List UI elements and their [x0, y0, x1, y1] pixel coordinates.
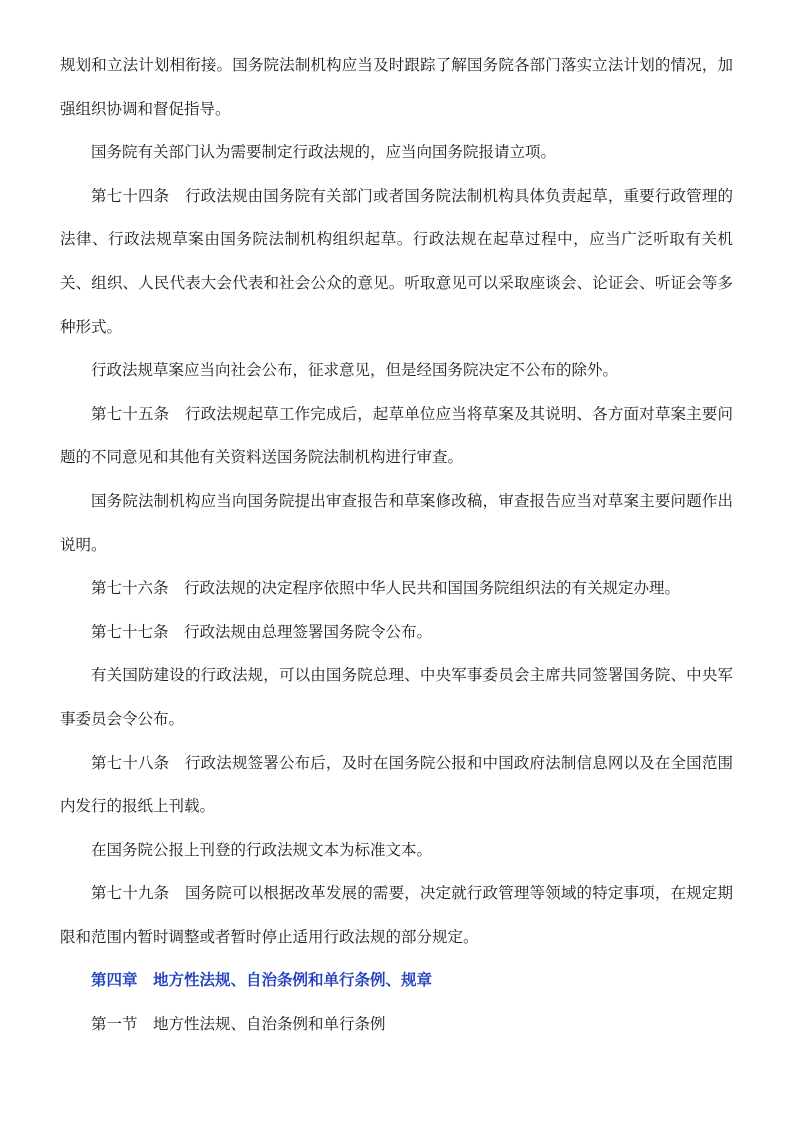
chapter-heading: 第四章 地方性法规、自治条例和单行条例、规章 [91, 971, 433, 990]
paragraph: 在国务院公报上刊登的行政法规文本为标准文本。 [91, 840, 433, 859]
article-79: 第七十九条 国务院可以根据改革发展的需要，决定就行政管理等领域的特定事项，在规定期限和范围内暂时调整或者暂时停止适用行政法规的部分规定。 [60, 884, 733, 946]
article-75: 第七十五条 行政法规起草工作完成后，起草单位应当将草案及其说明、各方面对草案主要问题的不同意见和其他有关资料送国务院法制机构进行审查。 [60, 404, 733, 467]
article-74: 第七十四条 行政法规由国务院有关部门或者国务院法制机构具体负责起草，重要行政管理的法律、行政法规草案由国务院法制机构组织起草。行政法规在起草过程中，应当广泛听取有关机关、组织、人民代表大会代表和社会公众的意见。听取意见可以采取座谈会、论证会、听证会等多种形式。 [60, 186, 733, 336]
paragraph: 国务院法制机构应当向国务院提出审查报告和草案修改稿，审查报告应当对草案主要问题作出说明。 [60, 491, 733, 554]
article-77: 第七十七条 行政法规由总理签署国务院令公布。 [91, 622, 433, 641]
paragraph: 行政法规草案应当向社会公布，征求意见，但是经国务院决定不公布的除外。 [91, 361, 619, 380]
article-76: 第七十六条 行政法规的决定程序依照中华人民共和国国务院组织法的有关规定办理。 [91, 579, 681, 598]
article-78: 第七十八条 行政法规签署公布后，及时在国务院公报和中国政府法制信息网以及在全国范围内发行的报纸上刊载。 [60, 753, 733, 816]
section-heading: 第一节 地方性法规、自治条例和单行条例 [91, 1015, 386, 1034]
paragraph-continuation: 规划和立法计划相衔接。国务院法制机构应当及时跟踪了解国务院各部门落实立法计划的情况，加强组织协调和督促指导。 [60, 56, 733, 118]
paragraph: 国务院有关部门认为需要制定行政法规的，应当向国务院报请立项。 [91, 143, 557, 162]
paragraph: 有关国防建设的行政法规，可以由国务院总理、中央军事委员会主席共同签署国务院、中央军事委员会令公布。 [60, 666, 733, 728]
